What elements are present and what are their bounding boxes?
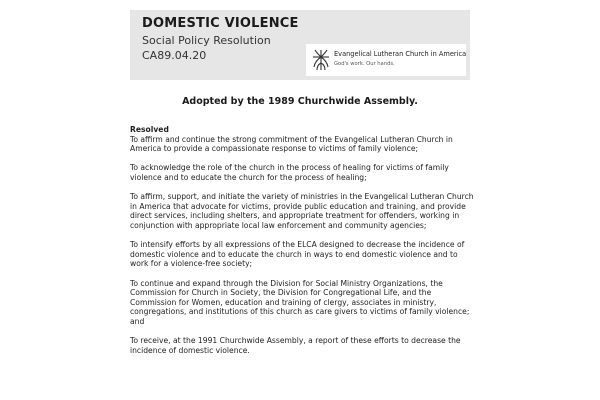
document-title: DOMESTIC VIOLENCE [142,16,299,31]
resolution-body [130,125,475,365]
document-code: CA89.04.20 [142,49,207,62]
resolved-heading: Resolved [130,125,169,134]
resolution-paragraph: To affirm and continue the strong commitment of the Evangelical Lutheran Church in America to provide a compassionate response to victims of family violence; [130,134,453,154]
logo-tagline: God's work. Our hands. [334,61,395,67]
elca-cross-icon [311,49,331,71]
logo-organization-name: Evangelical Lutheran Church in America [334,50,467,58]
document-subtitle: Social Policy Resolution [142,34,271,47]
resolution-paragraph: To continue and expand through the Division for Social Ministry Organizations, the Commission for Church in Society, the Division for Congregational Life, and the Commission for Women, education and training of clergy, associates in ministry, congregations, and institutions of this church as care givers to victims of family violence; and [130,278,470,326]
elca-logo [306,44,466,76]
resolution-paragraph: To affirm, support, and initiate the variety of ministries in the Evangelical Lutheran Church in America that advocate for victims, provide public education and training, and provide direct services, including shelters, and appropriate treatment for offenders, working in conjunction with appropriate local law enforcement and community agencies; [130,192,474,230]
resolution-paragraph: To receive, at the 1991 Churchwide Assembly, a report of these efforts to decrease the incidence of domestic violence. [130,336,461,355]
resolution-paragraph: To acknowledge the role of the church in the process of healing for victims of family violence and to educate the church for the process of healing; [130,163,449,182]
adopted-statement: Adopted by the 1989 Churchwide Assembly. [182,96,418,107]
resolution-paragraph: To intensify efforts by all expressions of the ELCA designed to decrease the incidence of domestic violence and to educate the church in ways to end domestic violence and to work for a violence-free society; [130,240,465,269]
document-header [130,10,470,80]
